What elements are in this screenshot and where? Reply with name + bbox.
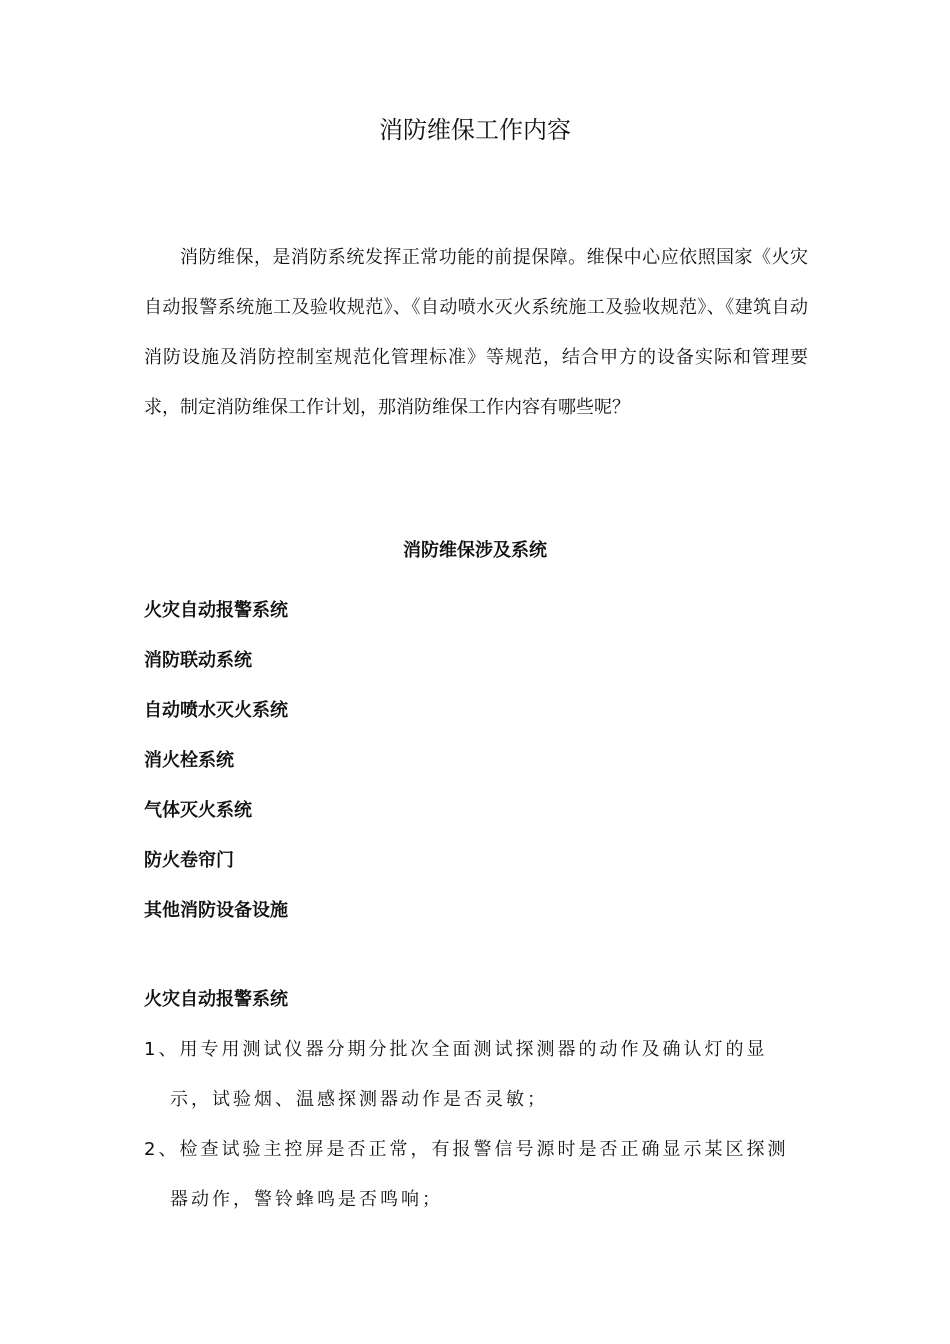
step-text: 检查试验主控屏是否正常，有报警信号源时是否正确显示某区探测器动作，警铃蜂鸣是否鸣响；: [170, 1139, 789, 1210]
list-item: 火灾自动报警系统: [144, 600, 288, 621]
list-item: 其他消防设备设施: [144, 900, 288, 921]
list-item: 消火栓系统: [144, 750, 234, 771]
list-item: 防火卷帘门: [144, 850, 234, 871]
systems-list: [144, 586, 808, 936]
step-item: [144, 1025, 808, 1125]
list-item: 自动喷水灭火系统: [144, 700, 288, 721]
list-item: 气体灭火系统: [144, 800, 252, 821]
step-body: [144, 1025, 808, 1125]
step-number: 1、: [144, 1039, 180, 1060]
systems-heading: 消防维保涉及系统: [403, 540, 547, 561]
step-item: [144, 1125, 808, 1225]
fire-alarm-heading: 火灾自动报警系统: [144, 989, 288, 1010]
page-title: 消防维保工作内容: [379, 116, 571, 144]
list-item: 消防联动系统: [144, 650, 252, 671]
step-text: 用专用测试仪器分期分批次全面测试探测器的动作及确认灯的显示，试验烟、温感探测器动作是否灵敏；: [170, 1039, 768, 1110]
step-number: 2、: [144, 1139, 180, 1160]
step-body: [144, 1125, 808, 1225]
fire-alarm-steps: [144, 1025, 808, 1225]
intro-paragraph: 消防维保，是消防系统发挥正常功能的前提保障。维保中心应依照国家《火灾自动报警系统施工及验收规范》、《自动喷水灭火系统施工及验收规范》、《建筑自动消防设施及消防控制室规范化管理标准》等规范，结合甲方的设备实际和管理要求，制定消防维保工作计划，那消防维保工作内容有哪些呢？: [144, 247, 808, 418]
